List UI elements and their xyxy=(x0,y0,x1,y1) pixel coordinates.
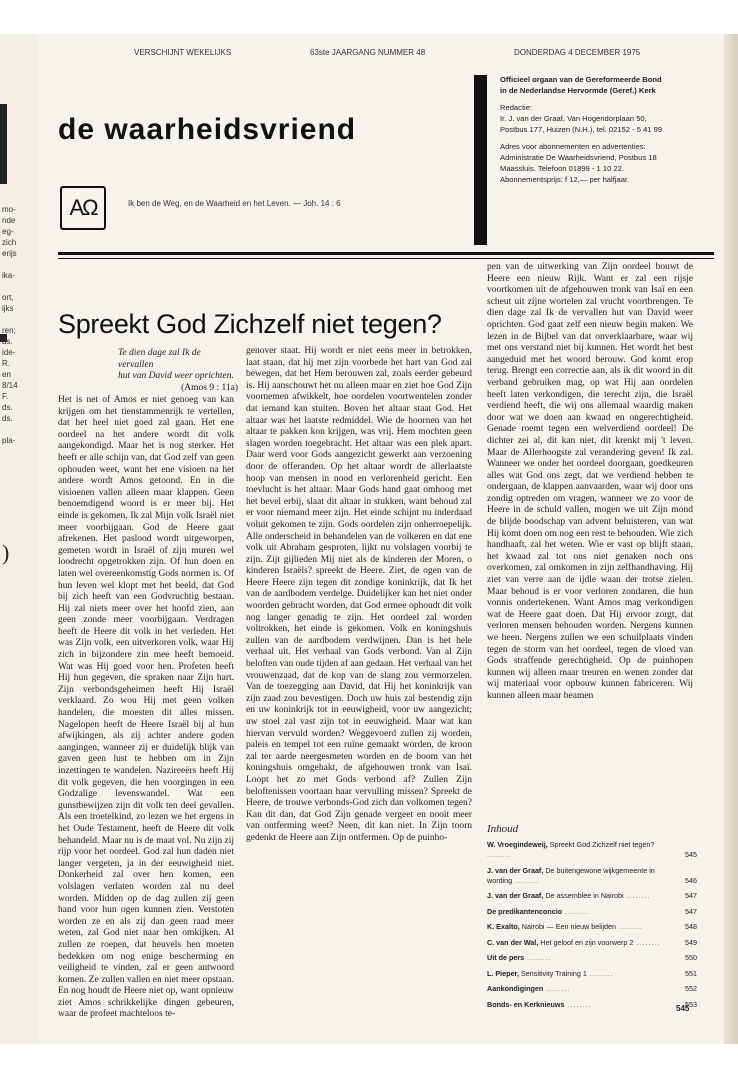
article-headline: Spreekt God Zichzelf niet tegen? xyxy=(58,309,442,339)
page-number: 545 xyxy=(676,1004,690,1013)
page-edge-shadow xyxy=(724,34,738,1044)
toc-page: 547 xyxy=(685,891,697,900)
adres-line-1: Adres voor abonnementen en advertenties: xyxy=(500,142,646,151)
adres-line-4: Abonnementsprijs: f 12,— per halfjaar. xyxy=(500,175,630,184)
spine-fragment: erijs xyxy=(2,249,17,258)
toc-page: 551 xyxy=(685,968,697,978)
spine-fragment: R. xyxy=(2,359,10,368)
toc-author: Aankondigingen xyxy=(487,984,544,993)
toc-page: 545 xyxy=(685,850,697,859)
masthead-vertical-bar xyxy=(474,75,487,245)
spine-paren: ) xyxy=(2,540,10,565)
toc-author: W. Vroegindeweij, xyxy=(487,840,548,849)
toc-author: C. van der Wal, xyxy=(487,937,539,947)
toc-author: J. van der Graaf, xyxy=(487,891,544,900)
spine-fragment: eg- xyxy=(2,227,14,236)
redactie-line-1: Ir. J. van der Graaf, Van Hogendorplaan 50, xyxy=(500,114,647,123)
redactie-line-2: Postbus 177, Huizen (N.H.), tel. 02152 - 5 41 99 xyxy=(500,125,663,134)
header-center: 63ste JAARGANG NUMMER 48 xyxy=(310,48,426,57)
toc-text: Nairobi — Een nieuw belijden xyxy=(519,922,617,931)
adres-line-3: Maassluis. Telefoon 01899 - 1 10 22. xyxy=(500,164,624,173)
toc-leader: ........ xyxy=(512,875,540,885)
article-column-3 xyxy=(487,262,693,703)
contents-title: Inhoud xyxy=(487,823,519,835)
column-1-text: Het is net of Amos er niet genoeg van kan krijgen om het tienstammenrijk te vertellen, dat het heel niet goed zal gaan. Het ene oordeel na het andere wordt dit volk aangekondigd. Maar het is nog sterker. Het heeft er alle schijn van, dat God zelf van geen ophouden weet, want het ene visioen na het andere wordt Amos getoond. En in die visioenen vallen alleen maar klappen. Geen benoemdigend woord is er meer bij. Het einde is gekomen, Ik zal Mijn volk Israël niet meer voorbijgaan. God de Heere gaat afrekenen. Het paslood wordt uitgeworpen, gemeten wordt in Israël of zijn muren wel loodrecht opgetrokken zijn. Of hun doen en laten wel overeenkomstig Gods normen is. Of hun leven wel klopt met het beeld, dat God bij zich heeft van een Godvruchtig bestaan. Hij zal niets meer over het hoofd zien, aan geen zonde meer voorbijgaan. Verdragen heeft de Heere dit volk in het verleden. Het was Zijn volk, een uitverkoren volk, waar Hij zich in bijzondere zin mee heeft bemoeid. Wat was Hij goed voor hen. Profeten heeft Hij hun gegeven, die spraken naar Zijn hart. Zijn verbondsgeheimen heeft Hij Israël verklaard. Zo wou Hij met geen volken handelen, die moesten dit alles missen. Nagelopen heeft de Heere Israël bij al hun afwijkingen, als zij achter andere goden aangingen, wanneer zij er duidelijk blijk van gaven geen lust te hebben om in Zijn inzettingen te wandelen. Nazireeërs heeft Hij dit volk gegeven, die hen voorgingen in een Godzalige levenswandel. Wat een gunstbewijzen zijn dit volk ten deel gevallen. Als een troetelkind, zo lezen we het ergens in het Oude Testament, heeft de Heere dit volk behandeld. Maar nu is de maat vol. Nu zijn zij rijp voor het oordeel. God zal hun daden niet langer vergeten, ja in der eeuwigheid niet. Donkerheid zal over hen komen, een volslagen verlaten worden zal nu deel worden. Midden op de dag zullen zij geen hand voor hun ogen kunnen zien. Verstoten worden ze en als zij dan geen raad meer weten, zal God niet naar hen omkijken. Al zullen ze roepen, dat heuvels hen moeten bedekken om nog enige bescherming en veiligheid te vinden, zal er geen antwoord komen. Ze zullen vallen en niet meer opstaan. En nog houdt de Heere niet op, want opnieuw ziet Amos schrikkelijke dingen gebeuren, waar de profeet machteloos te- xyxy=(58,395,234,1020)
publication-info xyxy=(500,74,714,191)
header-right: DONDERDAG 4 DECEMBER 1975 xyxy=(514,48,641,57)
spine-fragment: ds. xyxy=(2,414,13,423)
toc-page: 548 xyxy=(685,922,697,931)
toc-author: De predikantenconcio xyxy=(487,906,563,916)
toc-leader: ........ xyxy=(524,953,552,962)
toc-leader: ........ xyxy=(543,984,571,993)
toc-item xyxy=(487,1000,697,1010)
toc-page: 550 xyxy=(685,953,697,962)
header-rule-thin xyxy=(58,258,714,259)
spine-fragment: ds. xyxy=(2,337,13,346)
spine-fragment: zich xyxy=(2,238,17,247)
spine-fragment: 8/14 xyxy=(2,381,18,390)
quote-reference: (Amos 9 : 11a) xyxy=(181,382,238,393)
black-margin-block xyxy=(0,104,7,184)
toc-author: J. van der Graaf, xyxy=(487,865,544,875)
spine-fragment: ort, xyxy=(2,293,14,302)
toc-item xyxy=(487,866,697,886)
spine-fragment: F. xyxy=(2,392,9,401)
toc-leader: ........ xyxy=(487,850,511,859)
organ-line-2: in de Nederlandse Hervormde (Geref.) Kerk xyxy=(500,86,656,95)
motto: Ik ben de Weg, en de Waarheid en het Leven. — Joh. 14 : 6 xyxy=(128,199,341,208)
toc-page: 546 xyxy=(685,875,697,885)
toc-leader: ........ xyxy=(586,968,614,978)
previous-page-edge xyxy=(0,34,39,1044)
spine-fragment: ren; xyxy=(2,326,16,335)
toc-leader: ........ xyxy=(616,922,644,931)
scripture-quote xyxy=(118,348,238,394)
header-rule-thick xyxy=(58,252,714,255)
toc-text: Sensitivity Training 1 xyxy=(518,968,587,978)
toc-author: K. Exalto, xyxy=(487,922,520,931)
spine-fragment: nde xyxy=(2,216,16,225)
spine-fragment: ika- xyxy=(2,271,15,280)
toc-page: 553 xyxy=(685,999,697,1009)
spine-fragment: en xyxy=(2,370,11,379)
toc-item xyxy=(487,907,697,917)
toc-item xyxy=(487,984,697,994)
toc-item xyxy=(487,922,697,932)
toc-leader: ........ xyxy=(562,906,590,916)
toc-page: 549 xyxy=(685,937,697,947)
quote-line-1: Te dien dage zal Ik de vervallen xyxy=(118,348,201,370)
organ-line-1: Officieel orgaan van de Gereformeerde Bond xyxy=(500,75,662,84)
spine-fragment: mo- xyxy=(2,205,16,214)
toc-leader: ........ xyxy=(633,937,661,947)
adres-line-2: Administratie De Waarheidsvriend, Postbus 18 xyxy=(500,153,657,162)
spine-fragment: ide- xyxy=(2,348,16,357)
spine-fragment xyxy=(2,281,36,292)
spine-fragment xyxy=(2,314,36,325)
toc-text: De assemblee in Nairobi xyxy=(543,891,624,900)
toc-text: De buitengewone wijkgemeente in wording xyxy=(487,865,655,885)
spine-fragment xyxy=(2,259,36,270)
toc-leader: ........ xyxy=(623,891,651,900)
spine-fragment: ijks xyxy=(2,304,14,313)
spine-fragment: pla- xyxy=(2,436,16,445)
table-of-contents xyxy=(487,840,697,1015)
redactie-label: Redactie: xyxy=(500,103,533,112)
toc-item xyxy=(487,953,697,963)
toc-leader: ........ xyxy=(564,999,592,1009)
toc-item xyxy=(487,938,697,948)
toc-text: Spreekt God Zichzelf niet tegen? xyxy=(547,840,655,849)
toc-author: Uit de pers xyxy=(487,953,525,962)
column-2-text: genover staat. Hij wordt er niet eens meer in betrokken, laat staan, dat hij met zijn voorbede het hart van God zal bewegen, dat het Hem berouwen zal, zoals eerder gebeurd is. Hij aanschouwt het nu alleen maar en ziet hoe God Zijn voornemen afwikkelt, hoe oordelen voortwentelen zonder dat iemand kan stuiten. Boven het altaar staat God. Het altaar was het laatste redmiddel. Wie de hoornen van het altaar te pakken kon krijgen, was vrij. Hem mochten geen slagen worden toegebracht. Het altaar was een plek apart. Daar werd voor Gods aangezicht gewerkt aan verzoening door de offeranden. Op het altaar wordt de allerlaatste hoop van mensen in nood en verlorenheid gericht. Een toevlucht is het altaar. Maar Gods hand gaat omhoog met het bevel erbij, slaat dit altaar in stukken, want behoud zal er voor niemand meer zijn. Het einde schijnt nu inderdaad voluit gekomen te zijn. Gods oordelen zijn onherroepelijk. Alle onderscheid in behandelen van de volkeren en dat ene volk uit Abraham gesproten, lijkt nu volslagen voorbij te zijn. Zijt gijlieden Mij niet als de kinderen der Moren, o kinderen Israëls? spreekt de Heere. Ziet, de ogen van de Heere Heere zijn tegen dit zondige koninkrijk, dat Ik het van de aardbodem verdelge. Duidelijker kan het niet onder woorden gebracht worden, dat God ermee ophoudt dit volk nog langer genadig te zijn. Het oordeel zal worden voltrokken, het einde is gekomen. Volk en koningshuis zullen van de aardbodem verdwijnen. Dan is het hele verhaal uit. Het verhaal van Gods verbond. Van al Zijn beloften van oude tijden af aan gedaan. Het verhaal van het vrouwenzaad, dat de kop van de slang zou vermorzelen. Van de toezegging aan David, dat Hij het koninkrijk van zijn zaad zou bevestigen. Doch uw huis zal bestendig zijn en uw koninkrijk tot in eeuwigheid, voor uw aangezicht; uw stoel zal vast zijn tot in eeuwigheid. Maar wat kan hiervan vervuld worden? Weggevoerd zullen zij worden, paleis en tempel tot een ruïne gemaakt worden, de kroon zal ter aarde neergesmeten worden en de boom van het koningshuis omgehakt, de afgehouwen tronk van Isaï. Loopt het zo met Gods verbond af? Zullen Zijn beloftenissen voortaan haar vervulling missen? Spreekt de Heere, de trouwe verbonds-God zich dan volkomen tegen? Kan dit dan, dat God Zijn genade vergeet en nooit meer van ontferming weet? Neen, dit kan niet. In Zijn toorn gedenkt de Heere aan Zijn ontfermen. Op de puinho- xyxy=(246,346,472,843)
column-3-text: pen van de uitwerking van Zijn oordeel bouwt de Heere een nieuw Rijk. Want er zal een rijsje voortkomen uit de afgehouwen tronk van Isaï en een scheut uit zijne wortelen zal vrucht voortbrengen. Te dien dage zal Ik de vervallen hut van David weer oprichten. God gaat zelf een nieuw begin maken. We lezen in de Bijbel van dat onverklaarbare, waar wij met ons verstand niet bij kunnen. Het wordt het best aangeduid met het woord berouw. God komt erop terug. Brengt een correctie aan, als ik dit woord in dit verband gebruiken mag, op wat Hij aan oordelen heeft laten verkondigen, die terecht zijn, die Israël verdiend heeft, die wij ons allemaal waardig maken door wat we doen aan kwaad en ongerechtigheid. Genade roemt tegen een welverdiend oordeel! De dichter zei al, dit kan niet, dit krenkt mij 't leven. Maar de Allerhoogste zal verandering geven! Ik zal. Wanneer we onder het oordeel doorgaan, goedkeuren alles wat God ons zegt, dat we verdiend hebben te ondergaan, de klappen aanvaarden, waar wij door ons zondig optreden om vragen, wanneer we zo voor de Heere in de schuld vallen, mogen we uit Zijn mond de blijde boodschap van advent beluisteren, van wat Hij komt doen om nog een rest te behouden. Wie zich handhaaft, zal het weten. Wie er vast op blijft staan, het kwaad zal tot ons niet genaken noch ons overkomen, zal omkomen in zijn zelfhandhaving. Hij ziet van verre aan de ijdle waan der trotse zielen. Maar behoud is er voor verloren zondaren, die hun vonnis ondertekenen. Want Amos mag verkondigen wat de Heere gaat doen. Dat Hij ervoor zorgt, dat verloren mensen behouden worden. Nergens kunnen we heen. Nergens zullen we een schuilplaats vinden tegen de storm van het oordeel, tegen de vloed van Gods straffende gerechtigheid. Op de puinhopen kunnen wij alleen maar treuren en wenen zonder dat wij materiaal voor opbouw kunnen fabriceren. Wij kunnen alleen maar beamen xyxy=(487,262,693,701)
toc-item xyxy=(487,891,697,901)
quote-line-2: hut van David weer oprichten. xyxy=(118,371,234,382)
article-column-2 xyxy=(246,346,472,845)
spine-fragment: ds. xyxy=(2,403,13,412)
article-column-1 xyxy=(58,395,234,1021)
spine-text-fragments xyxy=(2,204,36,446)
masthead-title: de waarheidsvriend xyxy=(58,113,357,146)
header-left: VERSCHIJNT WEKELIJKS xyxy=(134,48,232,57)
toc-author: L. Pieper, xyxy=(487,968,519,978)
toc-page: 552 xyxy=(685,984,697,993)
spine-fragment xyxy=(2,424,36,435)
toc-text: Het geloof en zijn voorwerp 2 xyxy=(538,937,634,947)
toc-item xyxy=(487,840,697,860)
toc-author: Bonds- en Kerknieuws xyxy=(487,999,565,1009)
alpha-omega-logo: AΩ xyxy=(60,186,106,230)
toc-item xyxy=(487,969,697,979)
toc-page: 547 xyxy=(685,906,697,916)
